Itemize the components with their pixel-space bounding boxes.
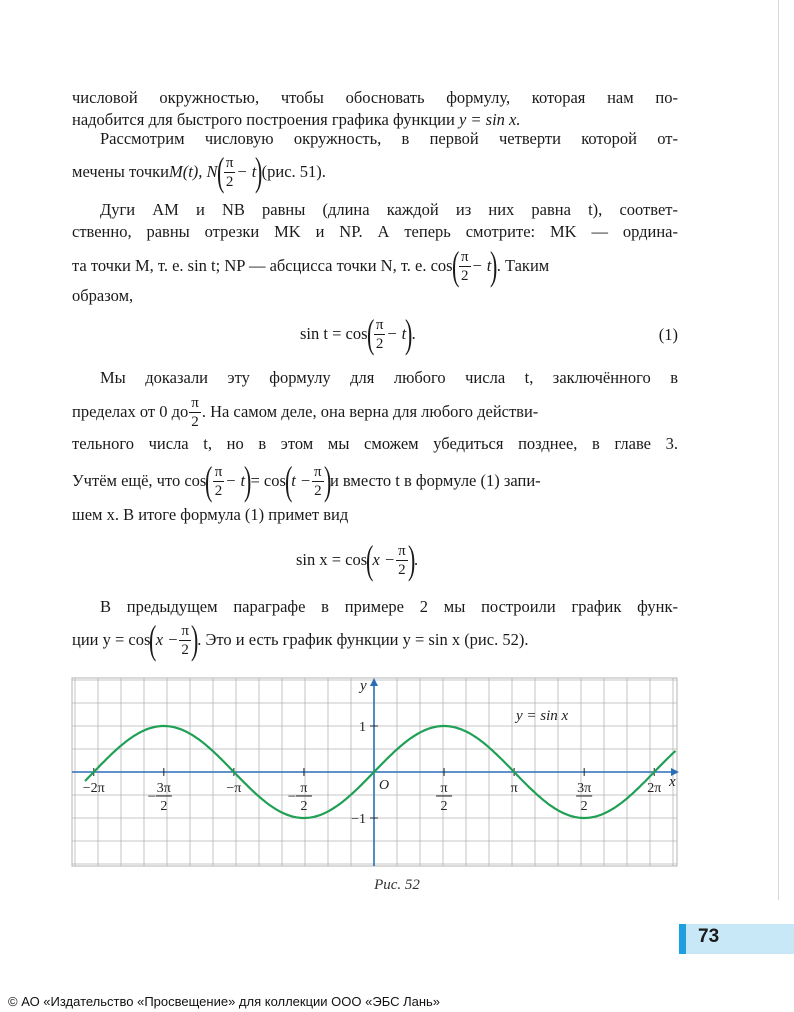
fraction-den: 2 xyxy=(314,482,322,499)
page-number: 73 xyxy=(698,926,720,947)
text-line xyxy=(72,241,678,291)
text-span: и вместо t в формуле (1) запи- xyxy=(329,471,541,490)
fraction-num: π xyxy=(191,394,199,411)
formula-text: . xyxy=(411,324,416,343)
x-tick-label: −π xyxy=(226,781,242,796)
text-span: . На самом деле, она верна для любого действи- xyxy=(201,402,539,421)
fraction xyxy=(312,463,324,500)
formula-inline: − t xyxy=(236,162,257,181)
paren-left: ( xyxy=(366,537,374,582)
text-line xyxy=(72,387,678,437)
text-line xyxy=(72,456,678,506)
formula-1 xyxy=(300,309,416,359)
paren-right: ) xyxy=(244,458,252,503)
equation-number: (1) xyxy=(658,325,678,344)
formula-2 xyxy=(296,535,418,585)
copyright-footer: © АО «Издательство «Просвещение» для коллекции ООО «ЭБС Лань» xyxy=(8,994,441,1009)
text-span: пределах от 0 до xyxy=(72,402,189,421)
y-tick-label: 1 xyxy=(359,720,366,735)
fraction-den: 2 xyxy=(460,267,469,284)
paren-right: ) xyxy=(490,243,498,288)
formula-inline: − t xyxy=(471,256,492,275)
x-tick-sign: − xyxy=(287,789,297,805)
paren-left: ( xyxy=(284,458,293,503)
sine-graph xyxy=(0,676,794,876)
formula-text: sin x = cos xyxy=(296,550,368,569)
y-axis-arrow xyxy=(370,678,378,686)
paren-left: ( xyxy=(149,617,157,662)
text-line xyxy=(72,147,678,197)
x-tick-label: 3π xyxy=(577,781,592,796)
paren-right: ) xyxy=(190,617,199,662)
figure-caption: Рис. 52 xyxy=(374,877,420,893)
paren-left: ( xyxy=(451,243,459,288)
text-line: Рассмотрим числовую окружность, в первой четверти которой от- xyxy=(100,129,678,148)
paren-left: ( xyxy=(366,311,374,356)
fraction xyxy=(189,394,201,431)
formula-inline: − t xyxy=(225,471,246,490)
text-line: тельного числа t, но в этом мы сможем убедиться позднее, в главе 3. xyxy=(72,434,678,453)
text-line: Дуги AM и NB равны (длина каждой из них равна t), соответ- xyxy=(100,200,678,219)
fraction xyxy=(213,463,225,500)
text-line: числовой окружностью, чтобы обосновать формулу, которая нам по- xyxy=(72,88,678,107)
x-tick-label: π xyxy=(440,781,448,796)
text-span: (рис. 51). xyxy=(261,162,326,181)
text-line: образом, xyxy=(72,286,134,305)
text-span: . Таким xyxy=(496,256,550,275)
fraction xyxy=(224,154,236,191)
x-tick-den: 2 xyxy=(160,799,168,814)
paren-left: ( xyxy=(205,458,213,503)
text-line: Мы доказали эту формулу для любого числа t, заключённого в xyxy=(100,368,678,387)
text-line: шем x. В итоге формула (1) примет вид xyxy=(72,505,349,524)
text-span: надобится для быстрого построения графика функции xyxy=(72,110,459,129)
fraction-den: 2 xyxy=(398,561,406,578)
fraction-num: π xyxy=(225,154,234,171)
x-tick-den: 2 xyxy=(580,799,588,814)
x-axis-label: x xyxy=(669,774,676,790)
x-tick-sign: − xyxy=(147,789,157,805)
fraction-den: 2 xyxy=(181,641,189,658)
fraction xyxy=(179,622,191,659)
function-label: y = sin x xyxy=(516,708,569,724)
paren-right: ) xyxy=(405,311,413,356)
fraction-num: π xyxy=(314,463,322,480)
y-tick-label: −1 xyxy=(351,812,366,827)
text-line xyxy=(72,615,678,665)
formula-text: . xyxy=(414,550,419,569)
fraction-num: π xyxy=(460,248,469,265)
formula-inline: M(t), N xyxy=(168,162,218,181)
text-span: ции y = cos xyxy=(72,630,151,649)
x-tick-label: 2π xyxy=(647,781,662,796)
fraction-num: π xyxy=(214,463,223,480)
paren-left: ( xyxy=(216,149,224,194)
x-tick-label: −2π xyxy=(82,781,105,796)
fraction-num: π xyxy=(375,316,384,333)
text-span: та точки M, т. е. sin t; NP — абсцисса точки N, т. е. cos xyxy=(72,256,453,275)
origin-label: O xyxy=(379,778,390,793)
fraction-den: 2 xyxy=(214,482,223,499)
formula-inline: x − xyxy=(372,550,396,569)
text-line: В предыдущем параграфе в примере 2 мы построили график функ- xyxy=(100,597,678,616)
fraction xyxy=(374,316,386,353)
text-line xyxy=(72,110,678,130)
text-span: = cos xyxy=(250,471,286,490)
x-tick-den: 2 xyxy=(300,799,308,814)
y-axis-label: y xyxy=(360,678,367,694)
formula-inline: x − xyxy=(155,630,179,649)
fraction xyxy=(396,542,408,579)
formula-text: sin t = cos xyxy=(300,324,368,343)
fraction-den: 2 xyxy=(375,335,384,352)
fraction-den: 2 xyxy=(225,173,234,190)
text-span: мечены точки xyxy=(72,162,169,181)
paren-right: ) xyxy=(323,458,331,503)
text-span: . Это и есть график функции y = sin x (рис. 52). xyxy=(197,630,529,649)
fraction-num: π xyxy=(398,542,406,559)
page-number-bar xyxy=(679,924,686,954)
x-tick-den: 2 xyxy=(440,799,448,814)
formula-inline: − t xyxy=(386,324,407,343)
paren-right: ) xyxy=(407,537,416,582)
text-span: Учтём ещё, что cos xyxy=(72,471,207,490)
formula-inline: t − xyxy=(291,471,312,490)
text-line: ственно, равны отрезки MK и NP. А теперь смотрите: MK — ордина- xyxy=(72,222,678,241)
paren-right: ) xyxy=(255,149,263,194)
x-tick-label: 3π xyxy=(156,781,171,796)
fraction xyxy=(459,248,471,285)
x-tick-label: π xyxy=(300,781,308,796)
formula-inline: y = sin x. xyxy=(458,110,521,129)
fraction-num: π xyxy=(181,622,189,639)
x-tick-label: π xyxy=(510,781,518,796)
fraction-den: 2 xyxy=(191,413,199,430)
